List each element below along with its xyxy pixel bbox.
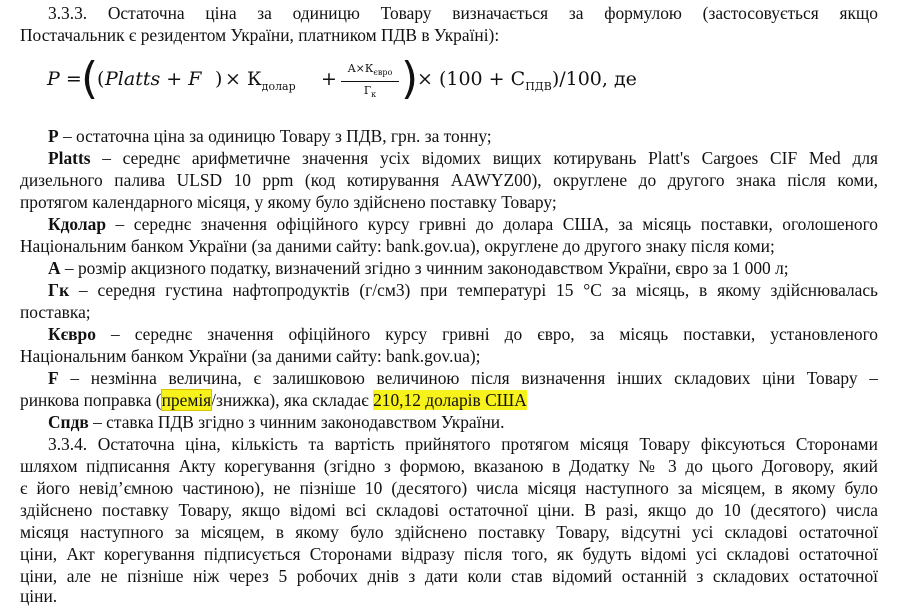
def-f: F – незмінна величина, є залишковою величиною після визначення інших складових ціни Товару – — [48, 368, 878, 388]
def-kdollar-line-2: Національним банком України (за даними сайту: bank.gov.ua), округлене до другого знаку після коми; — [20, 236, 775, 256]
def-platts-line-3: протягом календарного місяця, у якому було здійснено поставку Товару; — [20, 192, 557, 212]
def-gk: Гк – середня густина нафтопродуктів (г/см3) при температурі 15 °С за місяць, в якому здійснювалась — [48, 280, 878, 300]
def-kevro: Кєвро – середнє значення офіційного курсу гривні до євро, за місяць поставки, установленого — [48, 324, 878, 344]
formula-plus: + — [321, 68, 337, 90]
para-334-line-5: місяця наступного за місяцем, в якому було здійснено поставку Товару, відсутні усі складові остаточної — [20, 522, 878, 542]
para-334-line-1: 3.3.4. Остаточна ціна, кількість та вартість прийнятого протягом місяця Товару фіксуються Сторонами — [48, 434, 878, 454]
def-gk-line-2: поставка; — [20, 302, 91, 322]
formula-close-inner: ) — [215, 68, 223, 90]
def-kdollar: Кдолар – середнє значення офіційного курсу гривні до долара США, за місяць поставки, оголошеного — [48, 214, 878, 234]
para-334-line-8: ціни. — [20, 586, 58, 606]
fraction-numerator: $A\times К_{євро}$ — [341, 62, 399, 82]
para-334-line-6: ціни, Акт корегування підписується Сторонами відразу після того, як будуть відомі усі складові остаточної — [20, 544, 878, 564]
def-f-line-2: ринкова поправка (премія/знижка), яка складає 210,12 доларів США — [20, 390, 527, 410]
formula-fraction — [341, 62, 399, 101]
formula-times-kdollar: × $К_{долар}$ — [225, 68, 296, 93]
formula-open-outer: ( — [81, 53, 99, 104]
highlight-premia: премія — [161, 390, 212, 410]
formula-tail: × $(100 + С_{ПДВ})/100$, де — [417, 68, 637, 93]
def-cpdv: Спдв – ставка ПДВ згідно з чинним законодавством України. — [48, 412, 505, 432]
para-334-line-2: шляхом підписання Акту корегування (згідно з формою, вказаною в Додатку № 3 до цього Договору, який — [20, 456, 878, 476]
para-333-line-2: Постачальник є резидентом України, платником ПДВ в Україні): — [20, 25, 500, 45]
def-a: А – розмір акцизного податку, визначений згідно з чинним законодавством України, євро за 1 000 л; — [48, 258, 789, 278]
price-formula — [45, 54, 765, 108]
formula-open-inner: ( — [97, 68, 105, 90]
def-platts-line-2: дизельного палива ULSD 10 ppm (код котирування AAWYZ00), округлене до другого знака після коми, — [20, 170, 878, 190]
def-platts: Platts – середнє арифметичне значення усіх відомих вищих котирувань Platt's Cargoes CIF Med для — [48, 148, 878, 168]
def-p: P – остаточна ціна за одиницю Товару з ПДВ, грн. за тонну; — [48, 126, 492, 146]
def-kevro-line-2: Національним банком України (за даними сайту: bank.gov.ua); — [20, 346, 481, 366]
para-334-line-3: є його невід’ємною частиною), не пізніше 10 (десятого) числа місяця наступного за місяцем, в якому було — [20, 478, 878, 498]
para-334-line-4: здійснено поставку Товару, якщо відомі всі складові остаточної ціни. В разі, якщо до 10 (десятого) числа — [20, 500, 878, 520]
highlight-amount: 210,12 доларів США — [373, 390, 527, 410]
para-334-line-7: ціни, але не пізніше ніж через 5 робочих днів з дати коли став відомий останній з складових остаточної — [20, 566, 878, 586]
formula-platts-f: Platts + F — [105, 68, 202, 90]
formula-lhs: P = — [47, 68, 82, 90]
fraction-denominator: $Г_к$ — [363, 84, 377, 100]
formula-close-outer: ) — [401, 53, 419, 104]
para-333-line-1: 3.3.3. Остаточна ціна за одиницю Товару визначається за формулою (застосовується якщо — [48, 3, 878, 23]
